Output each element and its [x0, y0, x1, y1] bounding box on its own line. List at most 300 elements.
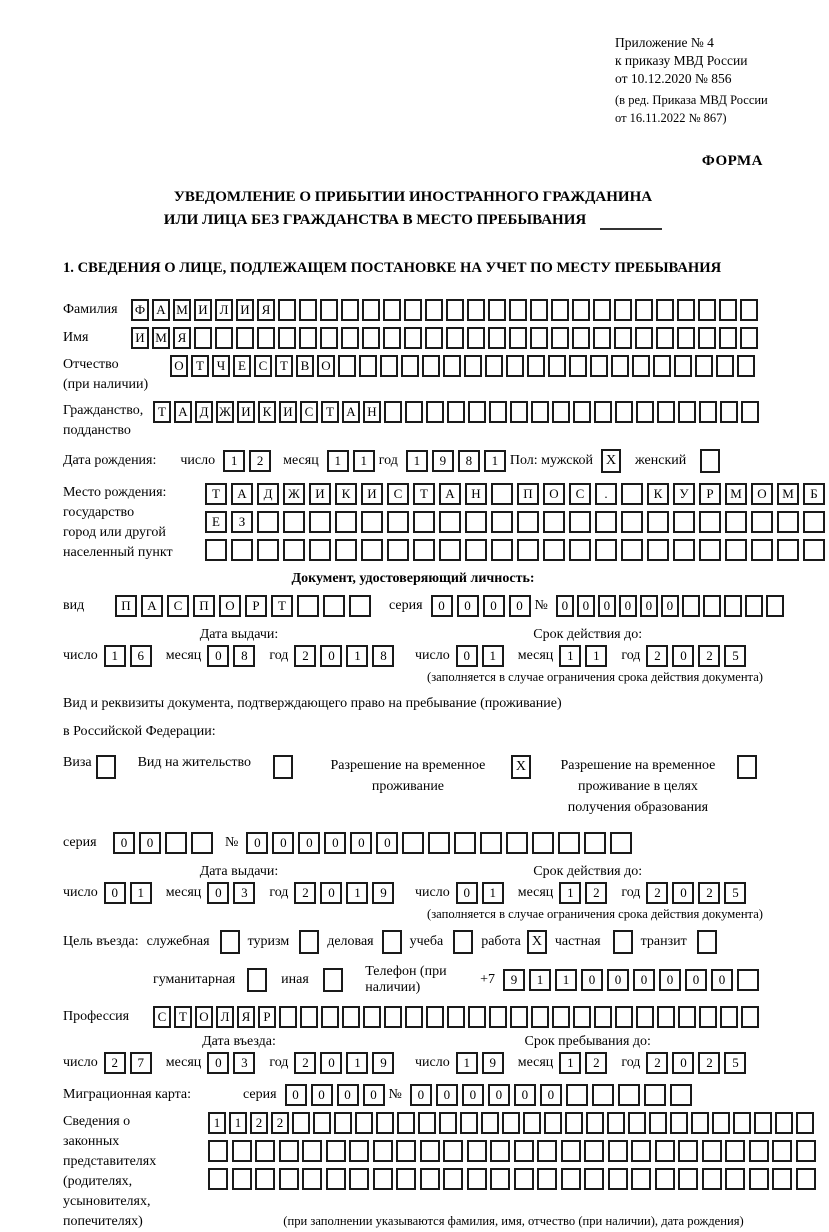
char-cell[interactable]: 0: [285, 1084, 307, 1106]
char-cell[interactable]: [490, 1140, 510, 1162]
doc-series-boxes[interactable]: [431, 595, 535, 617]
char-cell[interactable]: [777, 539, 799, 561]
char-cell[interactable]: [279, 1006, 297, 1028]
char-cell[interactable]: [489, 1006, 507, 1028]
char-cell[interactable]: [397, 1112, 415, 1134]
char-cell[interactable]: 1: [529, 969, 551, 991]
char-cell[interactable]: Л: [216, 1006, 234, 1028]
char-cell[interactable]: [439, 1112, 457, 1134]
char-cell[interactable]: [231, 539, 253, 561]
char-cell[interactable]: [636, 401, 654, 423]
identity-valid-month-boxes[interactable]: [559, 645, 611, 667]
char-cell[interactable]: [320, 299, 338, 321]
char-cell[interactable]: [418, 1112, 436, 1134]
char-cell[interactable]: Я: [237, 1006, 255, 1028]
char-cell[interactable]: [342, 1006, 360, 1028]
char-cell[interactable]: [255, 1168, 275, 1190]
char-cell[interactable]: [655, 1140, 675, 1162]
char-cell[interactable]: [749, 1168, 769, 1190]
char-cell[interactable]: [628, 1112, 646, 1134]
char-cell[interactable]: [754, 1112, 772, 1134]
char-cell[interactable]: 0: [514, 1084, 536, 1106]
char-cell[interactable]: Е: [205, 511, 227, 533]
char-cell[interactable]: [621, 483, 643, 505]
char-cell[interactable]: [610, 832, 632, 854]
char-cell[interactable]: Ф: [131, 299, 149, 321]
char-cell[interactable]: [338, 355, 356, 377]
char-cell[interactable]: 2: [698, 645, 720, 667]
char-cell[interactable]: 0: [337, 1084, 359, 1106]
char-cell[interactable]: [302, 1168, 322, 1190]
char-cell[interactable]: [657, 401, 675, 423]
char-cell[interactable]: [439, 539, 461, 561]
char-cell[interactable]: [647, 511, 669, 533]
char-cell[interactable]: [279, 1168, 299, 1190]
char-cell[interactable]: [698, 327, 716, 349]
char-cell[interactable]: Я: [257, 299, 275, 321]
char-cell[interactable]: 2: [104, 1052, 126, 1074]
char-cell[interactable]: [465, 511, 487, 533]
char-cell[interactable]: [488, 327, 506, 349]
char-cell[interactable]: [677, 327, 695, 349]
char-cell[interactable]: [530, 327, 548, 349]
char-cell[interactable]: [719, 299, 737, 321]
char-cell[interactable]: 0: [711, 969, 733, 991]
char-cell[interactable]: [565, 1112, 583, 1134]
char-cell[interactable]: [527, 355, 545, 377]
char-cell[interactable]: З: [231, 511, 253, 533]
char-cell[interactable]: 1: [406, 450, 428, 472]
char-cell[interactable]: С: [569, 483, 591, 505]
char-cell[interactable]: [300, 1006, 318, 1028]
char-cell[interactable]: [428, 832, 450, 854]
char-cell[interactable]: [569, 511, 591, 533]
char-cell[interactable]: 0: [607, 969, 629, 991]
char-cell[interactable]: Ч: [212, 355, 230, 377]
char-cell[interactable]: [647, 539, 669, 561]
char-cell[interactable]: 3: [233, 1052, 255, 1074]
char-cell[interactable]: 0: [456, 645, 478, 667]
char-cell[interactable]: 9: [503, 969, 525, 991]
representatives-boxes-row2[interactable]: [208, 1140, 819, 1162]
char-cell[interactable]: [720, 401, 738, 423]
char-cell[interactable]: Ж: [216, 401, 234, 423]
char-cell[interactable]: [573, 1006, 591, 1028]
char-cell[interactable]: [401, 355, 419, 377]
char-cell[interactable]: [502, 1112, 520, 1134]
residence-issue-day-boxes[interactable]: [104, 882, 156, 904]
char-cell[interactable]: [420, 1168, 440, 1190]
char-cell[interactable]: Ж: [283, 483, 305, 505]
char-cell[interactable]: [468, 401, 486, 423]
residence-issue-year-boxes[interactable]: [294, 882, 398, 904]
char-cell[interactable]: [387, 539, 409, 561]
char-cell[interactable]: [384, 1006, 402, 1028]
char-cell[interactable]: [678, 1006, 696, 1028]
char-cell[interactable]: 2: [585, 1052, 607, 1074]
char-cell[interactable]: 1: [559, 882, 581, 904]
char-cell[interactable]: [673, 511, 695, 533]
char-cell[interactable]: [695, 355, 713, 377]
char-cell[interactable]: 0: [436, 1084, 458, 1106]
char-cell[interactable]: [531, 1006, 549, 1028]
identity-valid-day-boxes[interactable]: [456, 645, 508, 667]
char-cell[interactable]: [405, 1006, 423, 1028]
char-cell[interactable]: [491, 539, 513, 561]
char-cell[interactable]: [636, 1006, 654, 1028]
char-cell[interactable]: О: [317, 355, 335, 377]
char-cell[interactable]: [674, 355, 692, 377]
char-cell[interactable]: [413, 539, 435, 561]
char-cell[interactable]: 0: [633, 969, 655, 991]
char-cell[interactable]: [543, 539, 565, 561]
char-cell[interactable]: [595, 539, 617, 561]
char-cell[interactable]: [733, 1112, 751, 1134]
char-cell[interactable]: И: [194, 299, 212, 321]
char-cell[interactable]: [460, 1112, 478, 1134]
char-cell[interactable]: 2: [646, 1052, 668, 1074]
char-cell[interactable]: И: [361, 483, 383, 505]
purpose-other-checkbox[interactable]: [323, 968, 343, 992]
char-cell[interactable]: [644, 1084, 666, 1106]
char-cell[interactable]: [803, 539, 825, 561]
birth-place-boxes-row1[interactable]: [205, 483, 829, 505]
char-cell[interactable]: И: [279, 401, 297, 423]
char-cell[interactable]: Н: [465, 483, 487, 505]
char-cell[interactable]: [594, 401, 612, 423]
char-cell[interactable]: [191, 832, 213, 854]
char-cell[interactable]: [632, 355, 650, 377]
identity-valid-year-boxes[interactable]: [646, 645, 750, 667]
char-cell[interactable]: О: [195, 1006, 213, 1028]
char-cell[interactable]: [514, 1168, 534, 1190]
purpose-humanitarian-checkbox[interactable]: [247, 968, 267, 992]
char-cell[interactable]: [673, 539, 695, 561]
char-cell[interactable]: Т: [191, 355, 209, 377]
visa-checkbox[interactable]: [96, 755, 116, 779]
char-cell[interactable]: [257, 511, 279, 533]
char-cell[interactable]: К: [258, 401, 276, 423]
char-cell[interactable]: [615, 401, 633, 423]
char-cell[interactable]: [573, 401, 591, 423]
char-cell[interactable]: [468, 1006, 486, 1028]
purpose-tourism-checkbox[interactable]: [299, 930, 319, 954]
char-cell[interactable]: [678, 1168, 698, 1190]
char-cell[interactable]: [447, 401, 465, 423]
char-cell[interactable]: [631, 1140, 651, 1162]
char-cell[interactable]: [506, 832, 528, 854]
char-cell[interactable]: [566, 1084, 588, 1106]
char-cell[interactable]: 1: [208, 1112, 226, 1134]
char-cell[interactable]: [772, 1140, 792, 1162]
char-cell[interactable]: [517, 539, 539, 561]
char-cell[interactable]: [740, 299, 758, 321]
char-cell[interactable]: И: [237, 401, 255, 423]
char-cell[interactable]: [691, 1112, 709, 1134]
char-cell[interactable]: [593, 299, 611, 321]
char-cell[interactable]: [615, 1006, 633, 1028]
char-cell[interactable]: О: [219, 595, 241, 617]
char-cell[interactable]: [349, 1168, 369, 1190]
char-cell[interactable]: [569, 539, 591, 561]
char-cell[interactable]: [404, 299, 422, 321]
birth-year-boxes[interactable]: [406, 450, 510, 472]
char-cell[interactable]: [362, 299, 380, 321]
char-cell[interactable]: С: [167, 595, 189, 617]
char-cell[interactable]: [446, 299, 464, 321]
char-cell[interactable]: 2: [698, 882, 720, 904]
char-cell[interactable]: 1: [104, 645, 126, 667]
char-cell[interactable]: 0: [207, 1052, 229, 1074]
char-cell[interactable]: [670, 1112, 688, 1134]
char-cell[interactable]: [467, 327, 485, 349]
char-cell[interactable]: 0: [483, 595, 505, 617]
char-cell[interactable]: [532, 832, 554, 854]
char-cell[interactable]: И: [236, 299, 254, 321]
entry-day-boxes[interactable]: [104, 1052, 156, 1074]
residence-valid-year-boxes[interactable]: [646, 882, 750, 904]
char-cell[interactable]: [618, 1084, 640, 1106]
char-cell[interactable]: 1: [559, 645, 581, 667]
stay-day-boxes[interactable]: [456, 1052, 508, 1074]
char-cell[interactable]: [631, 1168, 651, 1190]
char-cell[interactable]: [236, 327, 254, 349]
char-cell[interactable]: [803, 511, 825, 533]
char-cell[interactable]: [745, 595, 763, 617]
char-cell[interactable]: [443, 1140, 463, 1162]
char-cell[interactable]: 3: [233, 882, 255, 904]
char-cell[interactable]: [194, 327, 212, 349]
char-cell[interactable]: О: [751, 483, 773, 505]
char-cell[interactable]: Р: [245, 595, 267, 617]
char-cell[interactable]: [523, 1112, 541, 1134]
char-cell[interactable]: [443, 1168, 463, 1190]
char-cell[interactable]: [702, 1140, 722, 1162]
char-cell[interactable]: 9: [372, 1052, 394, 1074]
char-cell[interactable]: Т: [174, 1006, 192, 1028]
char-cell[interactable]: [698, 299, 716, 321]
char-cell[interactable]: [384, 401, 402, 423]
char-cell[interactable]: [426, 1006, 444, 1028]
char-cell[interactable]: 1: [223, 450, 245, 472]
char-cell[interactable]: [712, 1112, 730, 1134]
residence-number-boxes[interactable]: [246, 832, 636, 854]
char-cell[interactable]: 2: [585, 882, 607, 904]
char-cell[interactable]: [551, 327, 569, 349]
doc-number-boxes[interactable]: [556, 595, 787, 617]
char-cell[interactable]: [481, 1112, 499, 1134]
char-cell[interactable]: [488, 299, 506, 321]
char-cell[interactable]: [232, 1168, 252, 1190]
char-cell[interactable]: [279, 1140, 299, 1162]
char-cell[interactable]: Р: [699, 483, 721, 505]
char-cell[interactable]: [255, 1140, 275, 1162]
char-cell[interactable]: [467, 1168, 487, 1190]
char-cell[interactable]: [544, 1112, 562, 1134]
char-cell[interactable]: С: [254, 355, 272, 377]
char-cell[interactable]: [699, 511, 721, 533]
char-cell[interactable]: 1: [229, 1112, 247, 1134]
char-cell[interactable]: 1: [585, 645, 607, 667]
char-cell[interactable]: [467, 1140, 487, 1162]
char-cell[interactable]: 5: [724, 1052, 746, 1074]
char-cell[interactable]: 1: [555, 969, 577, 991]
char-cell[interactable]: П: [115, 595, 137, 617]
char-cell[interactable]: [321, 1006, 339, 1028]
char-cell[interactable]: [349, 595, 371, 617]
char-cell[interactable]: 0: [207, 882, 229, 904]
char-cell[interactable]: [775, 1112, 793, 1134]
char-cell[interactable]: 2: [294, 645, 316, 667]
temp-permit-checkbox[interactable]: X: [511, 755, 531, 779]
char-cell[interactable]: [741, 1006, 759, 1028]
purpose-official-checkbox[interactable]: [220, 930, 240, 954]
char-cell[interactable]: [341, 327, 359, 349]
char-cell[interactable]: [490, 1168, 510, 1190]
char-cell[interactable]: И: [309, 483, 331, 505]
char-cell[interactable]: 0: [598, 595, 616, 617]
char-cell[interactable]: [299, 327, 317, 349]
char-cell[interactable]: [720, 1006, 738, 1028]
char-cell[interactable]: [302, 1140, 322, 1162]
char-cell[interactable]: [402, 832, 424, 854]
char-cell[interactable]: [439, 511, 461, 533]
char-cell[interactable]: [413, 511, 435, 533]
char-cell[interactable]: [323, 595, 345, 617]
char-cell[interactable]: [278, 299, 296, 321]
char-cell[interactable]: 1: [327, 450, 349, 472]
char-cell[interactable]: 9: [432, 450, 454, 472]
char-cell[interactable]: П: [193, 595, 215, 617]
char-cell[interactable]: Н: [363, 401, 381, 423]
char-cell[interactable]: [380, 355, 398, 377]
char-cell[interactable]: Т: [205, 483, 227, 505]
char-cell[interactable]: 0: [556, 595, 574, 617]
char-cell[interactable]: 0: [272, 832, 294, 854]
purpose-business-checkbox[interactable]: [382, 930, 402, 954]
surname-boxes[interactable]: [131, 299, 761, 321]
residence-valid-month-boxes[interactable]: [559, 882, 611, 904]
char-cell[interactable]: [678, 401, 696, 423]
char-cell[interactable]: [420, 1140, 440, 1162]
char-cell[interactable]: [741, 401, 759, 423]
char-cell[interactable]: [257, 539, 279, 561]
char-cell[interactable]: 7: [130, 1052, 152, 1074]
char-cell[interactable]: [257, 327, 275, 349]
char-cell[interactable]: [572, 299, 590, 321]
char-cell[interactable]: 0: [672, 882, 694, 904]
char-cell[interactable]: [552, 1006, 570, 1028]
char-cell[interactable]: [443, 355, 461, 377]
char-cell[interactable]: 2: [250, 1112, 268, 1134]
char-cell[interactable]: 0: [113, 832, 135, 854]
char-cell[interactable]: [653, 355, 671, 377]
char-cell[interactable]: 9: [372, 882, 394, 904]
char-cell[interactable]: 0: [320, 1052, 342, 1074]
char-cell[interactable]: [608, 1140, 628, 1162]
char-cell[interactable]: [467, 299, 485, 321]
char-cell[interactable]: 9: [482, 1052, 504, 1074]
residence-valid-day-boxes[interactable]: [456, 882, 508, 904]
char-cell[interactable]: [772, 1168, 792, 1190]
char-cell[interactable]: [699, 401, 717, 423]
char-cell[interactable]: 0: [350, 832, 372, 854]
char-cell[interactable]: [724, 595, 742, 617]
char-cell[interactable]: 0: [509, 595, 531, 617]
char-cell[interactable]: [510, 401, 528, 423]
char-cell[interactable]: [594, 1006, 612, 1028]
char-cell[interactable]: [543, 511, 565, 533]
char-cell[interactable]: К: [647, 483, 669, 505]
char-cell[interactable]: [506, 355, 524, 377]
char-cell[interactable]: 1: [484, 450, 506, 472]
char-cell[interactable]: [751, 511, 773, 533]
char-cell[interactable]: [165, 832, 187, 854]
char-cell[interactable]: [335, 539, 357, 561]
char-cell[interactable]: 0: [324, 832, 346, 854]
char-cell[interactable]: Т: [413, 483, 435, 505]
char-cell[interactable]: [796, 1112, 814, 1134]
char-cell[interactable]: [396, 1140, 416, 1162]
char-cell[interactable]: О: [543, 483, 565, 505]
phone-boxes[interactable]: [503, 969, 763, 991]
char-cell[interactable]: [593, 327, 611, 349]
char-cell[interactable]: И: [131, 327, 149, 349]
char-cell[interactable]: [426, 401, 444, 423]
char-cell[interactable]: [649, 1112, 667, 1134]
char-cell[interactable]: [491, 483, 513, 505]
char-cell[interactable]: 0: [672, 1052, 694, 1074]
char-cell[interactable]: В: [296, 355, 314, 377]
char-cell[interactable]: [341, 299, 359, 321]
char-cell[interactable]: [796, 1168, 816, 1190]
char-cell[interactable]: [405, 401, 423, 423]
char-cell[interactable]: [592, 1084, 614, 1106]
char-cell[interactable]: 0: [581, 969, 603, 991]
char-cell[interactable]: [569, 355, 587, 377]
char-cell[interactable]: О: [170, 355, 188, 377]
char-cell[interactable]: [283, 539, 305, 561]
char-cell[interactable]: [635, 327, 653, 349]
residence-permit-checkbox[interactable]: [273, 755, 293, 779]
char-cell[interactable]: 0: [246, 832, 268, 854]
char-cell[interactable]: А: [174, 401, 192, 423]
birth-month-boxes[interactable]: [327, 450, 379, 472]
char-cell[interactable]: [716, 355, 734, 377]
char-cell[interactable]: [537, 1140, 557, 1162]
char-cell[interactable]: 2: [294, 1052, 316, 1074]
char-cell[interactable]: [725, 1140, 745, 1162]
char-cell[interactable]: [530, 299, 548, 321]
char-cell[interactable]: [509, 299, 527, 321]
char-cell[interactable]: [725, 1168, 745, 1190]
char-cell[interactable]: [607, 1112, 625, 1134]
temp-permit-edu-checkbox[interactable]: [737, 755, 757, 779]
char-cell[interactable]: [215, 327, 233, 349]
char-cell[interactable]: 5: [724, 645, 746, 667]
char-cell[interactable]: Я: [173, 327, 191, 349]
char-cell[interactable]: [334, 1112, 352, 1134]
char-cell[interactable]: [425, 327, 443, 349]
char-cell[interactable]: [396, 1168, 416, 1190]
char-cell[interactable]: А: [152, 299, 170, 321]
patronymic-boxes[interactable]: [170, 355, 758, 377]
char-cell[interactable]: [491, 511, 513, 533]
char-cell[interactable]: [656, 299, 674, 321]
char-cell[interactable]: 1: [346, 882, 368, 904]
char-cell[interactable]: [611, 355, 629, 377]
char-cell[interactable]: [635, 299, 653, 321]
